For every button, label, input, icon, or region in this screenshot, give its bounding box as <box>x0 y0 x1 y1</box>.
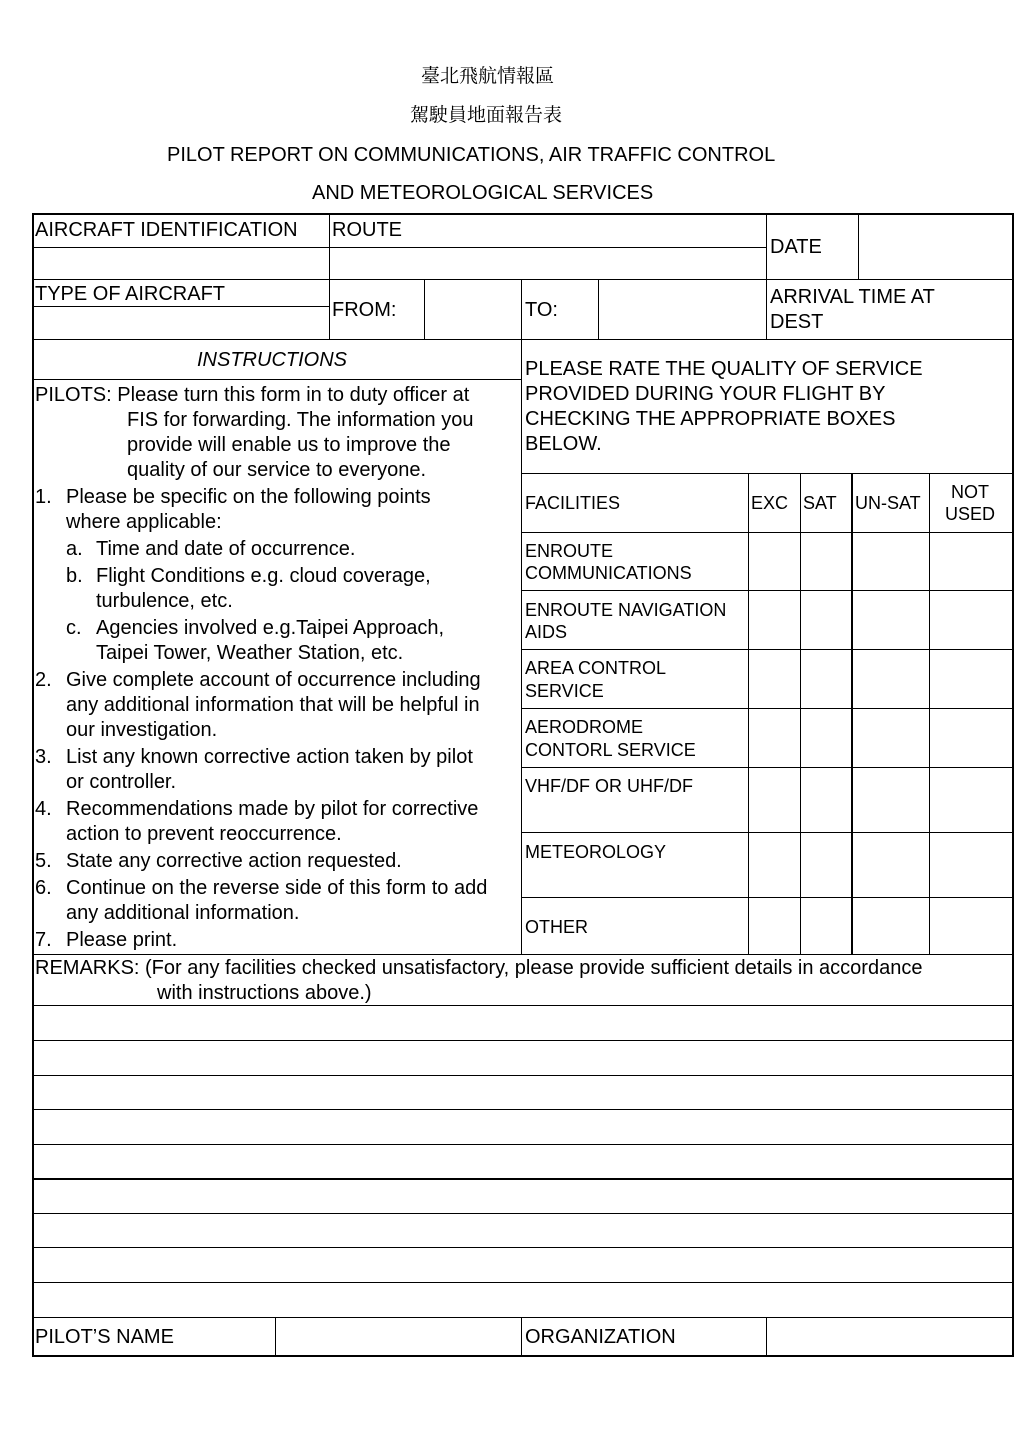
instruction-number: 1. <box>35 486 52 508</box>
instruction-line: provide will enable us to improve the <box>127 434 451 456</box>
to-label: TO: <box>525 299 558 321</box>
checkbox-exc[interactable] <box>750 834 799 896</box>
remarks-line[interactable] <box>34 1111 1011 1143</box>
instruction-line: Flight Conditions e.g. cloud coverage, <box>96 565 431 587</box>
checkbox-not-used[interactable] <box>931 834 1011 896</box>
route-field[interactable] <box>331 249 765 278</box>
remarks-line[interactable] <box>34 1007 1011 1039</box>
facility-label: OTHER <box>525 917 588 937</box>
rating-prompt-line: PROVIDED DURING YOUR FLIGHT BY <box>525 383 886 405</box>
arrival-time-label-line1: ARRIVAL TIME AT <box>770 286 935 308</box>
checkbox-exc[interactable] <box>750 651 799 707</box>
instruction-number: 5. <box>35 850 52 872</box>
checkbox-exc[interactable] <box>750 769 799 831</box>
facility-label: CONTORL SERVICE <box>525 740 696 760</box>
facility-label: SERVICE <box>525 681 604 701</box>
instruction-number: 6. <box>35 877 52 899</box>
col-header-not-used-line2: USED <box>945 504 996 524</box>
instruction-line: State any corrective action requested. <box>66 850 402 872</box>
facility-label: AIDS <box>525 622 568 642</box>
remarks-line[interactable] <box>34 1215 1011 1246</box>
arrival-time-label-line2: DEST <box>770 311 824 333</box>
remarks-line[interactable] <box>34 1180 1011 1212</box>
title-english-line1: PILOT REPORT ON COMMUNICATIONS, AIR TRAFFIC CONTROL <box>167 144 776 166</box>
title-chinese-region: 臺北飛航情報區 <box>421 65 555 87</box>
to-field[interactable] <box>600 281 765 338</box>
instruction-line: Please be specific on the following points <box>66 486 431 508</box>
remarks-line[interactable] <box>34 1077 1011 1108</box>
remarks-line[interactable] <box>34 1249 1011 1281</box>
title-english-line2: AND METEOROLOGICAL SERVICES <box>312 182 654 204</box>
instruction-line: Agencies involved e.g.Taipei Approach, <box>96 617 445 639</box>
checkbox-unsat[interactable] <box>854 769 928 831</box>
instruction-line: quality of our service to everyone. <box>127 459 427 481</box>
checkbox-sat[interactable] <box>802 534 850 589</box>
facility-label: ENROUTE NAVIGATION <box>525 600 727 620</box>
checkbox-not-used[interactable] <box>931 534 1011 589</box>
col-header-sat: SAT <box>803 493 837 513</box>
instruction-line: List any known corrective action taken by pilot <box>66 746 473 768</box>
instruction-line: Time and date of occurrence. <box>96 538 356 560</box>
aircraft-identification-field[interactable] <box>34 249 328 278</box>
checkbox-unsat[interactable] <box>854 834 928 896</box>
checkbox-unsat[interactable] <box>854 534 928 589</box>
pilot-name-label: PILOT’S NAME <box>35 1326 174 1348</box>
instruction-line: Taipei Tower, Weather Station, etc. <box>96 642 404 664</box>
type-of-aircraft-field[interactable] <box>34 308 328 338</box>
from-field[interactable] <box>426 281 520 338</box>
checkbox-sat[interactable] <box>802 651 850 707</box>
checkbox-unsat[interactable] <box>854 592 928 648</box>
facility-label: VHF/DF OR UHF/DF <box>525 776 693 796</box>
rating-prompt-line: CHECKING THE APPROPRIATE BOXES <box>525 408 896 430</box>
col-header-not-used-line1: NOT <box>951 482 989 502</box>
facility-label: AREA CONTROL <box>525 658 667 678</box>
checkbox-unsat[interactable] <box>854 651 928 707</box>
instruction-line: Continue on the reverse side of this form to add <box>66 878 488 898</box>
checkbox-sat[interactable] <box>802 769 850 831</box>
facility-label: ENROUTE <box>525 541 614 561</box>
col-header-exc: EXC <box>751 493 789 513</box>
checkbox-sat[interactable] <box>802 834 850 896</box>
instruction-line: action to prevent reoccurrence. <box>66 823 342 845</box>
instruction-letter: c. <box>66 617 82 639</box>
date-label: DATE <box>770 236 822 258</box>
instruction-number: 4. <box>35 798 52 820</box>
facility-label: METEOROLOGY <box>525 842 667 862</box>
col-header-unsat: UN-SAT <box>855 493 921 513</box>
instruction-line: any additional information. <box>66 902 300 924</box>
route-label: ROUTE <box>332 219 402 241</box>
remarks-label-line2: with instructions above.) <box>157 982 372 1004</box>
instruction-letter: a. <box>66 538 83 560</box>
checkbox-not-used[interactable] <box>931 592 1011 648</box>
instruction-number: 3. <box>35 746 52 768</box>
instruction-line: any additional information that will be helpful in <box>66 694 480 716</box>
instruction-line: turbulence, etc. <box>96 590 233 612</box>
checkbox-exc[interactable] <box>750 534 799 589</box>
instruction-line: or controller. <box>66 771 177 793</box>
aircraft-identification-label: AIRCRAFT IDENTIFICATION <box>35 219 298 241</box>
instruction-line: Give complete account of occurrence including <box>66 669 481 691</box>
remarks-line[interactable] <box>34 1284 1011 1316</box>
rating-prompt-line: BELOW. <box>525 433 602 455</box>
col-header-facilities: FACILITIES <box>525 493 621 513</box>
instruction-letter: b. <box>66 565 83 587</box>
date-field[interactable] <box>860 215 1011 278</box>
checkbox-not-used[interactable] <box>931 651 1011 707</box>
rating-prompt-line: PLEASE RATE THE QUALITY OF SERVICE <box>525 358 923 380</box>
facility-label: AERODROME <box>525 717 644 737</box>
from-label: FROM: <box>332 299 397 321</box>
checkbox-unsat[interactable] <box>854 710 928 766</box>
instruction-number: 7. <box>35 929 52 951</box>
checkbox-not-used[interactable] <box>931 899 1011 953</box>
checkbox-unsat[interactable] <box>854 899 928 953</box>
checkbox-not-used[interactable] <box>931 710 1011 766</box>
facility-label: COMMUNICATIONS <box>525 563 692 583</box>
checkbox-not-used[interactable] <box>931 769 1011 831</box>
instruction-line: our investigation. <box>66 719 218 741</box>
instruction-line: Recommendations made by pilot for corrective <box>66 798 479 820</box>
instructions-heading: INSTRUCTIONS <box>197 349 347 371</box>
type-of-aircraft-label: TYPE OF AIRCRAFT <box>35 283 226 305</box>
instruction-line: PILOTS: Please turn this form in to duty officer at <box>35 384 470 406</box>
checkbox-exc[interactable] <box>750 899 799 953</box>
checkbox-sat[interactable] <box>802 710 850 766</box>
title-chinese-form: 駕駛員地面報告表 <box>410 104 563 126</box>
remarks-label-line1: REMARKS: (For any facilities checked unsatisfactory, please provide sufficient details in accordance <box>35 957 923 979</box>
instruction-number: 2. <box>35 669 52 691</box>
instruction-line: Please print. <box>66 929 178 951</box>
checkbox-sat[interactable] <box>802 899 850 953</box>
remarks-line[interactable] <box>34 1146 1011 1177</box>
checkbox-sat[interactable] <box>802 592 850 648</box>
instruction-line: where applicable: <box>66 511 222 533</box>
organization-label: ORGANIZATION <box>525 1326 676 1348</box>
organization-field[interactable] <box>768 1319 1011 1354</box>
checkbox-exc[interactable] <box>750 592 799 648</box>
checkbox-exc[interactable] <box>750 710 799 766</box>
instruction-line: FIS for forwarding. The information you <box>127 409 474 431</box>
remarks-line[interactable] <box>34 1042 1011 1074</box>
pilot-name-field[interactable] <box>277 1319 520 1354</box>
